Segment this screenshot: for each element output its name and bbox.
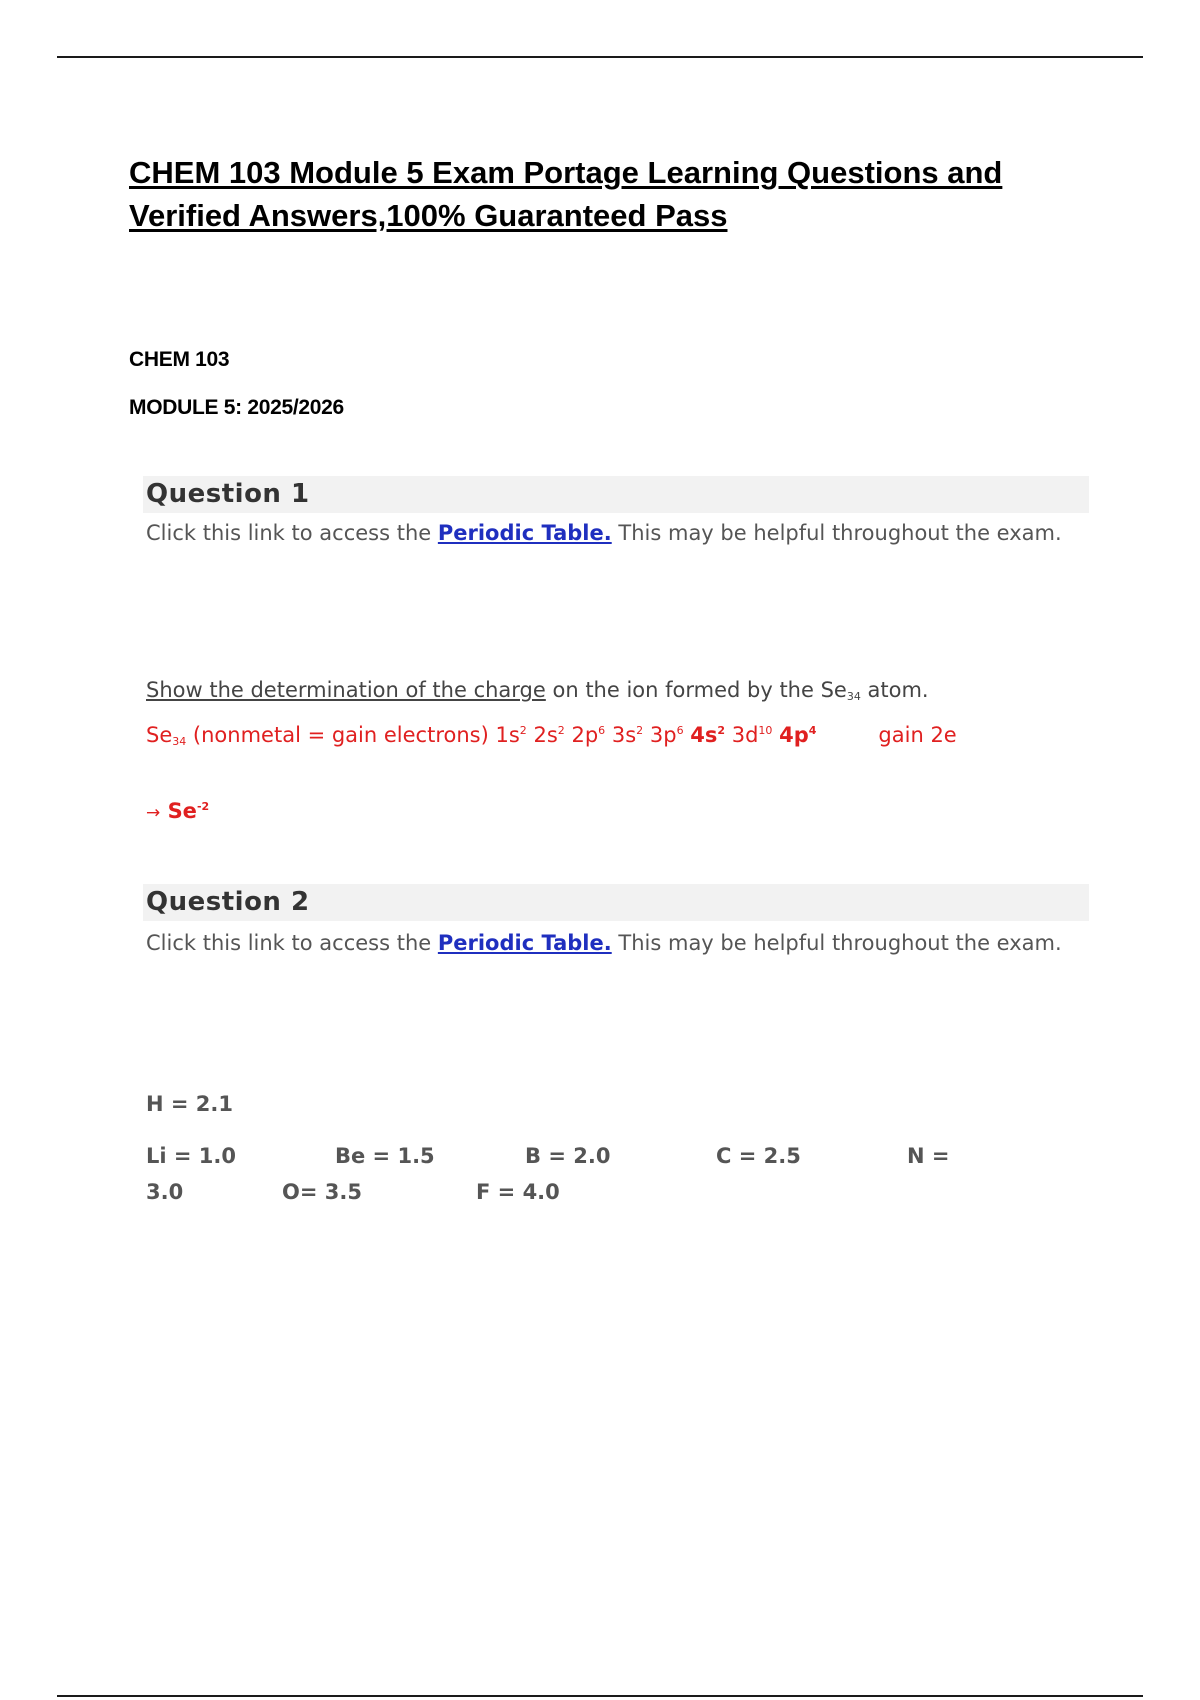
bottom-rule <box>57 1695 1143 1697</box>
orbital-4s: $4s^2$ <box>690 723 726 747</box>
arrow-icon: → <box>146 803 161 823</box>
orbital-4p: $4p^4$ <box>779 723 817 747</box>
orbital-3d: $3d^{10}$ <box>731 723 773 747</box>
gain-electrons-note: gain 2e <box>878 723 957 747</box>
question-2-heading: Question 2 <box>143 884 1089 921</box>
document-title: CHEM 103 Module 5 Exam Portage Learning Questions and Verified Answers,100% Guaranteed Pass <box>129 155 1003 233</box>
question-1-heading: Question 1 <box>143 476 1089 513</box>
electronegativity-o: O= 3.5 <box>282 1180 362 1204</box>
question-1-prompt: Show the determination of the charge on the ion formed by the $Se_{34}$ atom. <box>146 678 929 703</box>
question-1-intro: Click this link to access the Periodic Table. This may be helpful throughout the exam. <box>146 521 1062 545</box>
orbital-3s: $3s^2$ <box>611 723 644 747</box>
electronegativity-h: H = 2.1 <box>146 1092 233 1116</box>
electronegativity-c: C = 2.5 <box>716 1144 801 1168</box>
electronegativity-n-label: N = <box>907 1144 950 1168</box>
question-1-answer: $Se_{34}$ (nonmetal = gain electrons) $1s^2$ $2s^2$ $2p^6$ $3s^2$ $3p^6$ $4s^2$ $3d^{10}$ $4p^4$ gain 2e <box>146 723 957 748</box>
electronegativity-li: Li = 1.0 <box>146 1144 236 1168</box>
orbital-2p: $2p^6$ <box>571 723 606 747</box>
electronegativity-be: Be = 1.5 <box>335 1144 435 1168</box>
electronegativity-n-value: 3.0 <box>146 1180 184 1204</box>
question-2-intro: Click this link to access the Periodic Table. This may be helpful throughout the exam. <box>146 931 1062 955</box>
periodic-table-link[interactable]: Periodic Table. <box>437 521 612 545</box>
electronegativity-f: F = 4.0 <box>476 1180 560 1204</box>
orbital-3p: $3p^6$ <box>649 723 684 747</box>
electronegativity-b: B = 2.0 <box>525 1144 611 1168</box>
module-label: MODULE 5: 2025/2026 <box>129 396 344 419</box>
periodic-table-link-2[interactable]: Periodic Table. <box>437 931 612 955</box>
orbital-2s: $2s^2$ <box>533 723 565 747</box>
orbital-1s: $1s^2$ <box>495 723 527 747</box>
course-label: CHEM 103 <box>129 348 230 371</box>
question-1-result: → $Se^{-2}$ <box>146 799 210 823</box>
top-rule <box>57 56 1143 58</box>
